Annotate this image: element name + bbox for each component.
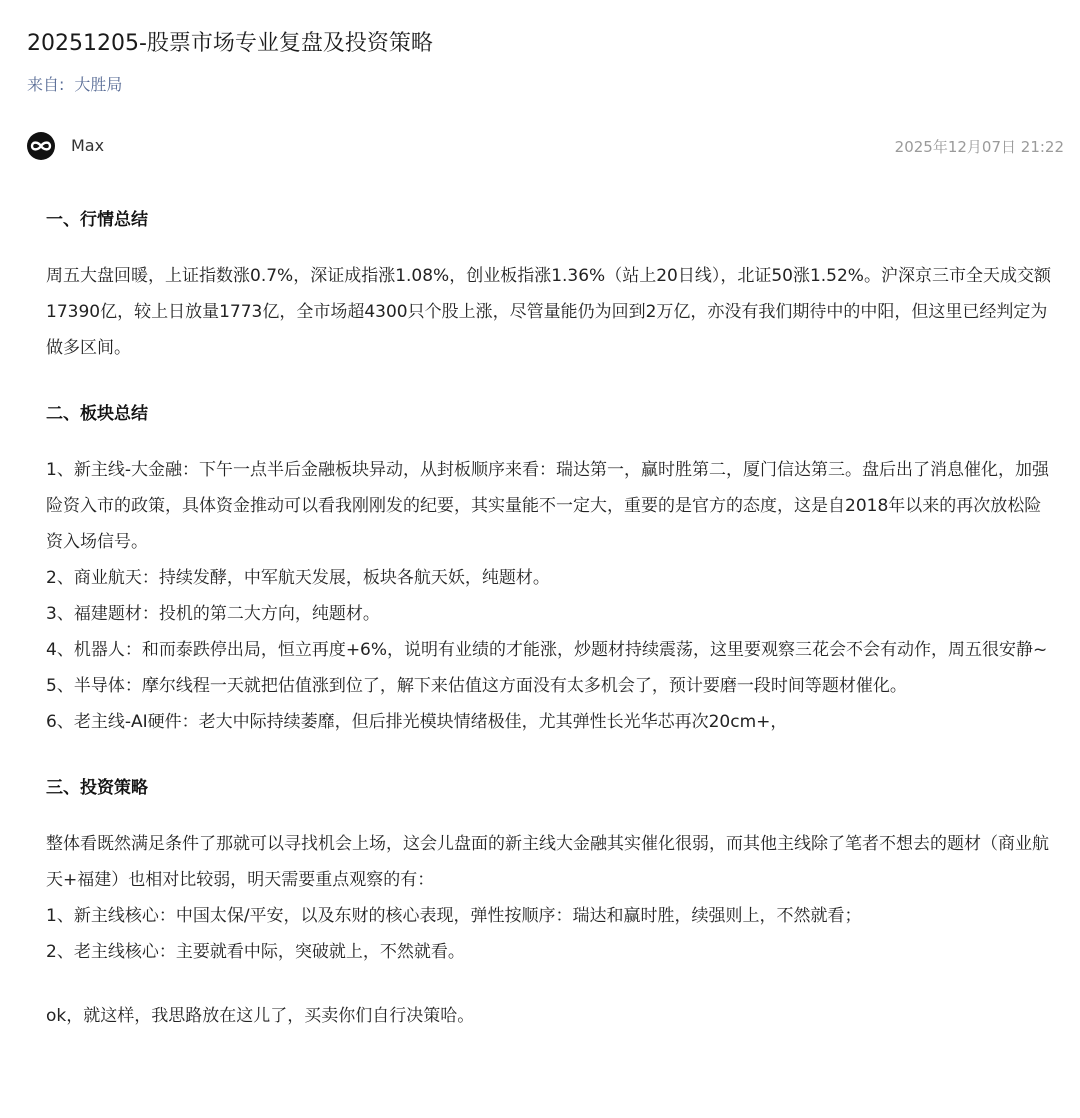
list-item: 4、机器人：和而泰跌停出局，恒立再度+6%，说明有业绩的才能涨，炒题材持续震荡，这里要观察三花会不会有动作，周五很安静~ bbox=[46, 640, 1048, 660]
source-label: 来自: bbox=[27, 75, 65, 94]
closing-paragraph: ok，就这样，我思路放在这儿了，买卖你们自行决策哈。 bbox=[46, 1006, 475, 1026]
author-row bbox=[27, 131, 1064, 161]
list-item: 2、老主线核心：主要就看中际，突破就上，不然就看。 bbox=[46, 942, 465, 962]
list-item: 3、福建题材：投机的第二大方向，纯题材。 bbox=[46, 604, 380, 624]
section-sector-summary bbox=[46, 394, 1056, 740]
section-investment-strategy bbox=[46, 768, 1056, 1034]
article-source bbox=[27, 72, 122, 98]
article-title: 20251205-股票市场专业复盘及投资策略 bbox=[27, 31, 433, 56]
section-heading: 二、板块总结 bbox=[46, 404, 148, 424]
list-item: 6、老主线-AI硬件：老大中际持续萎靡，但后排光模块情绪极佳，尤其弹性长光华芯再次20cm+， bbox=[46, 712, 788, 732]
paragraph: 周五大盘回暖，上证指数涨0.7%，深证成指涨1.08%，创业板指涨1.36%（站上20日线），北证50涨1.52%。沪深京三市全天成交额17390亿，较上日放量1773亿，全市场超4300只个股上涨，尽管量能仍为回到2万亿，亦没有我们期待中的中阳，但这里已经判定为做多区间。 bbox=[46, 266, 1051, 358]
section-heading: 一、行情总结 bbox=[46, 210, 148, 230]
section-market-summary bbox=[46, 200, 1056, 366]
source-name-link[interactable]: 大胜局 bbox=[74, 75, 123, 94]
list-item: 整体看既然满足条件了那就可以寻找机会上场，这会儿盘面的新主线大金融其实催化很弱，而其他主线除了笔者不想去的题材（商业航天+福建）也相对比较弱，明天需要重点观察的有： bbox=[46, 834, 1049, 890]
avatar[interactable] bbox=[27, 132, 55, 160]
section-heading: 三、投资策略 bbox=[46, 778, 148, 798]
list-item: 5、半导体：摩尔线程一天就把估值涨到位了，解下来估值这方面没有太多机会了，预计要磨一段时间等题材催化。 bbox=[46, 676, 907, 696]
list-item: 1、新主线-大金融：下午一点半后金融板块异动，从封板顺序来看：瑞达第一，赢时胜第二，厦门信达第三。盘后出了消息催化，加强险资入市的政策，具体资金推动可以看我刚刚发的纪要，其实量能不一定大，重要的是官方的态度，这是自2018年以来的再次放松险资入场信号。 bbox=[46, 460, 1049, 552]
infinity-logo-icon bbox=[30, 140, 52, 152]
author-name[interactable]: Max bbox=[71, 136, 105, 155]
publish-timestamp: 2025年12月07日 21:22 bbox=[894, 138, 1064, 156]
list-item: 2、商业航天：持续发酵，中军航天发展，板块各航天妖，纯题材。 bbox=[46, 568, 550, 588]
list-item: 1、新主线核心：中国太保/平安，以及东财的核心表现，弹性按顺序：瑞达和赢时胜，续强则上，不然就看； bbox=[46, 906, 862, 926]
article-body bbox=[46, 200, 1056, 1034]
